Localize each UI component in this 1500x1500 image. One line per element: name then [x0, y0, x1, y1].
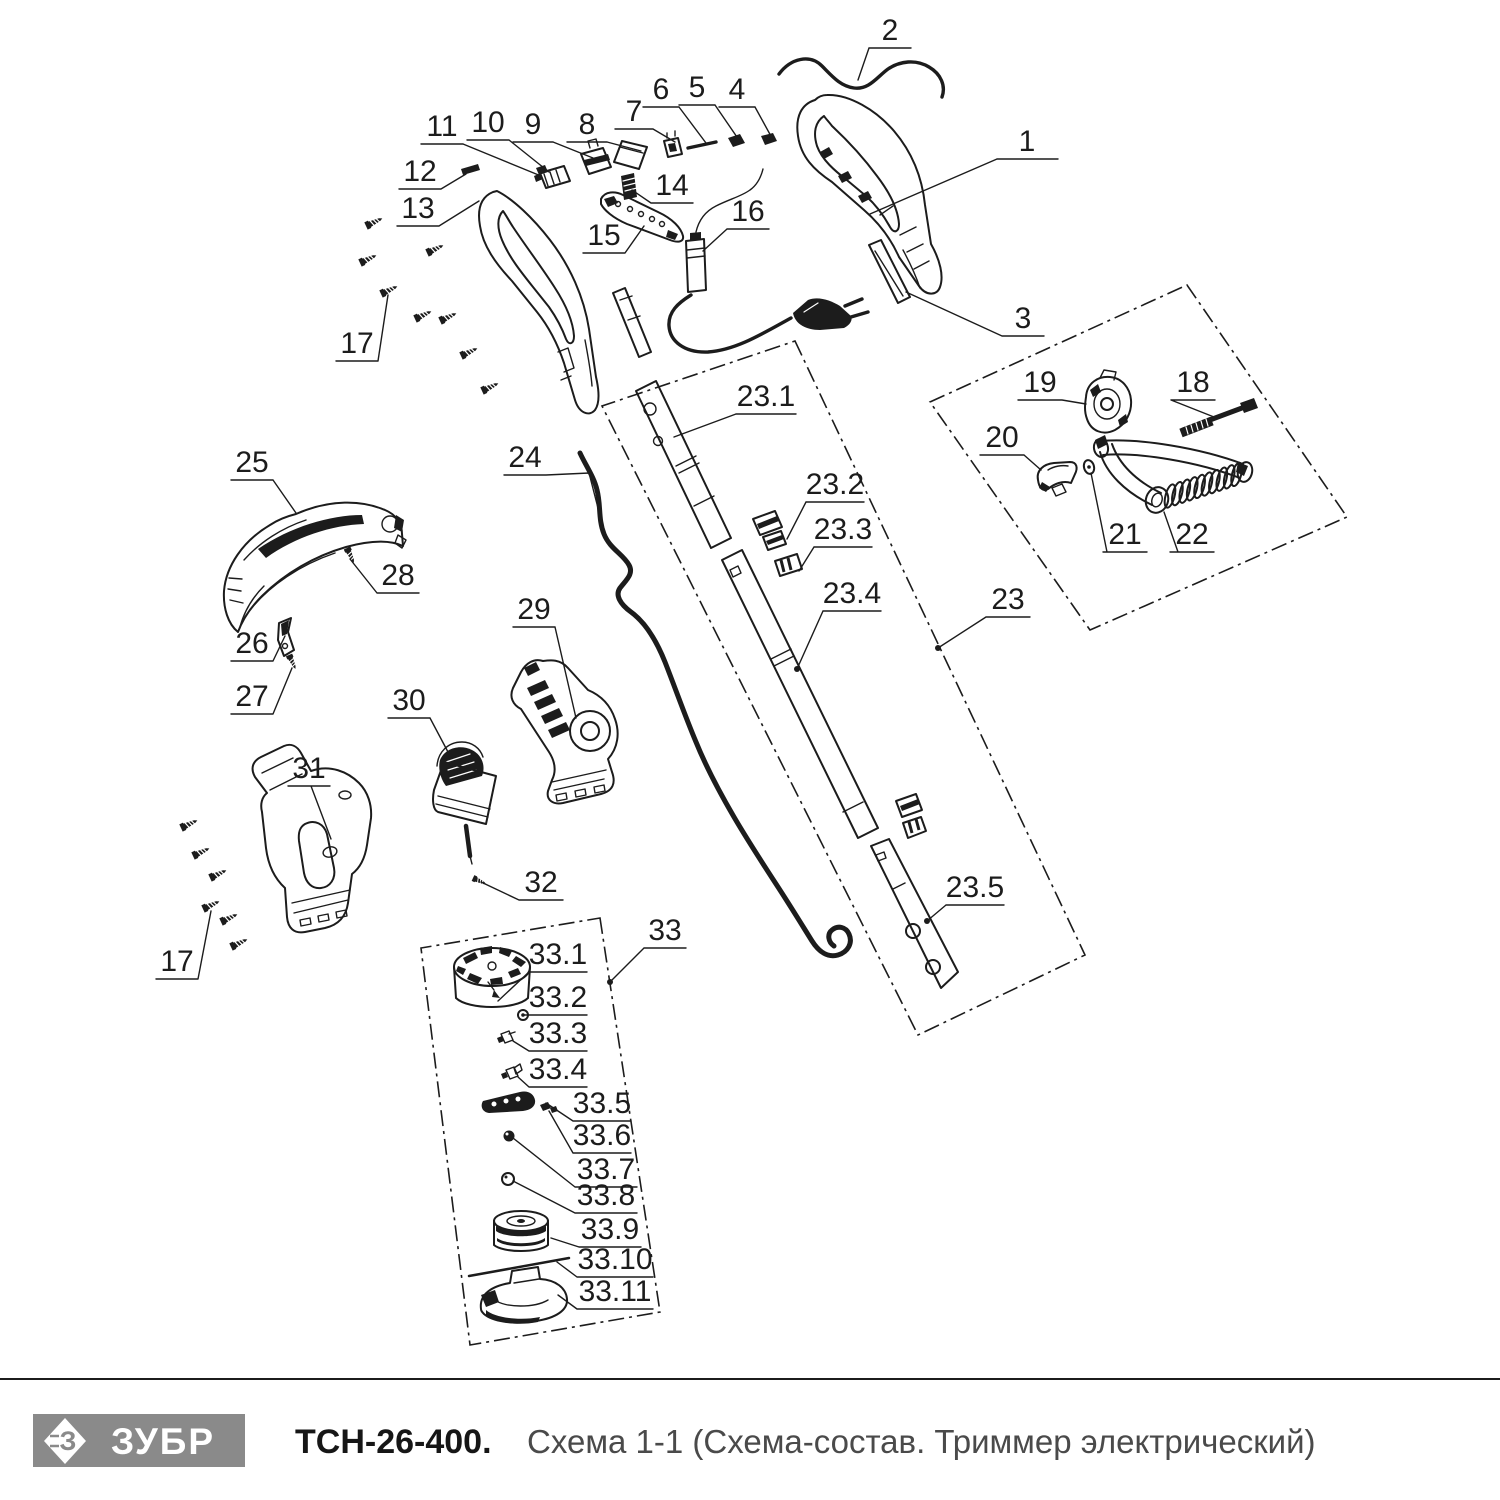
- part-label-16: 16: [731, 195, 765, 228]
- part-label-28: 28: [381, 559, 415, 592]
- part-label-17b: 17: [160, 945, 194, 978]
- part-18-bolt: [1181, 398, 1258, 434]
- part-33-9-spool: [494, 1211, 548, 1251]
- part-label-21: 21: [1108, 518, 1142, 551]
- assembly-boxes: [421, 285, 1347, 1345]
- part-label-23-5: 23.5: [945, 871, 1005, 904]
- part-21-washer: [1082, 459, 1095, 475]
- part-3-cover-strip: [869, 240, 910, 303]
- part-label-29: 29: [517, 593, 551, 626]
- title-block: [0, 1379, 1500, 1467]
- schema-subtitle: Схема 1-1 (Схема-состав. Триммер электрический): [527, 1423, 1316, 1460]
- part-33-7-ball: [504, 1131, 515, 1142]
- part-label-26: 26: [235, 627, 269, 660]
- part-25-guard: [224, 503, 406, 632]
- part-33-11-spool-cover: [481, 1267, 567, 1324]
- part-33-3-clip: [497, 1031, 515, 1043]
- part-label-30: 30: [392, 684, 426, 717]
- brand-name: ЗУБР: [110, 1421, 216, 1462]
- box-handle-assembly: [930, 285, 1347, 630]
- part-label-1: 1: [1018, 125, 1036, 158]
- part-4-clip: [761, 133, 777, 145]
- part-label-23-2: 23.2: [805, 468, 865, 501]
- part-32-screw: [472, 875, 488, 887]
- shaft-extra-clamps: [896, 794, 926, 838]
- part-label-33-6: 33.6: [572, 1119, 632, 1152]
- part-label-9: 9: [524, 108, 542, 141]
- part-23-3-clamp: [775, 554, 802, 576]
- part-label-23: 23: [991, 583, 1025, 616]
- part-label-32: 32: [524, 866, 558, 899]
- part-16-capacitor-and-plug: [669, 169, 868, 352]
- part-33-5-lever: [482, 1091, 535, 1113]
- part-label-20: 20: [985, 421, 1019, 454]
- part-label-33: 33: [648, 914, 682, 947]
- part-label-12: 12: [403, 155, 437, 188]
- part-22-d-handle: [1093, 435, 1255, 516]
- part-1-handle-housing-right: [797, 95, 941, 294]
- part-12-pin: [461, 164, 480, 175]
- part-label-13: 13: [401, 192, 435, 225]
- part-23-1-upper-tube: [636, 381, 731, 548]
- part-13-handle-housing-left: [479, 191, 598, 413]
- part-label-4: 4: [728, 73, 746, 106]
- part-23-2-clamp: [753, 511, 786, 550]
- part-33-10-trimmer-line: [469, 1258, 569, 1276]
- part-33-8-ring: [502, 1173, 514, 1185]
- part-label-11: 11: [426, 110, 458, 143]
- part-label-25: 25: [235, 446, 269, 479]
- leader-lines: [156, 48, 1215, 1309]
- part-30-motor: [433, 742, 496, 864]
- part-labels: [160, 14, 1209, 1308]
- part-label-27: 27: [235, 680, 269, 713]
- part-label-18: 18: [1176, 366, 1210, 399]
- part-13-inner-strip: [613, 288, 651, 357]
- part-label-33-4: 33.4: [528, 1053, 588, 1086]
- part-6-pin: [688, 142, 716, 148]
- part-33-4-clip: [501, 1064, 522, 1079]
- part-label-31: 31: [292, 752, 326, 785]
- part-label-24: 24: [508, 441, 542, 474]
- part-label-10: 10: [471, 106, 505, 139]
- logo-letter: З: [59, 1426, 77, 1456]
- part-label-33-8: 33.8: [576, 1179, 636, 1212]
- part-19-clamp-upper: [1085, 370, 1131, 433]
- part-label-33-9: 33.9: [580, 1213, 640, 1246]
- part-label-3: 3: [1014, 302, 1032, 335]
- part-label-6: 6: [652, 73, 670, 106]
- part-label-23-4: 23.4: [822, 577, 882, 610]
- part-label-5: 5: [688, 71, 706, 104]
- part-24-internal-cable: [580, 453, 850, 956]
- part-label-17a: 17: [340, 327, 374, 360]
- part-label-23-3: 23.3: [813, 513, 873, 546]
- part-label-33-11: 33.11: [578, 1275, 652, 1308]
- part-label-33-3: 33.3: [528, 1017, 588, 1050]
- screws-group-a: [358, 215, 500, 395]
- part-label-33-1: 33.1: [528, 938, 588, 971]
- part-29-motor-housing-right: [511, 660, 617, 803]
- part-label-22: 22: [1175, 518, 1209, 551]
- part-label-8: 8: [578, 108, 596, 141]
- part-label-19: 19: [1023, 366, 1057, 399]
- part-label-23-1: 23.1: [736, 380, 796, 413]
- part-28-screw: [344, 546, 357, 564]
- screws-group-b: [179, 817, 249, 951]
- part-2-power-cord: [779, 59, 943, 97]
- schema-model: ТСН-26-400.: [295, 1423, 492, 1461]
- part-label-33-7: 33.7: [576, 1153, 636, 1186]
- part-label-15: 15: [587, 219, 621, 252]
- part-20-clamp-lower: [1038, 462, 1077, 496]
- part-26-blade: [278, 618, 294, 656]
- part-label-7: 7: [625, 95, 643, 128]
- part-33-1-spool-head-housing: [454, 946, 530, 1007]
- part-label-33-5: 33.5: [572, 1087, 632, 1120]
- part-label-33-2: 33.2: [528, 981, 588, 1014]
- part-label-14: 14: [655, 169, 689, 202]
- part-label-33-10: 33.10: [577, 1243, 653, 1276]
- part-label-2: 2: [881, 14, 899, 47]
